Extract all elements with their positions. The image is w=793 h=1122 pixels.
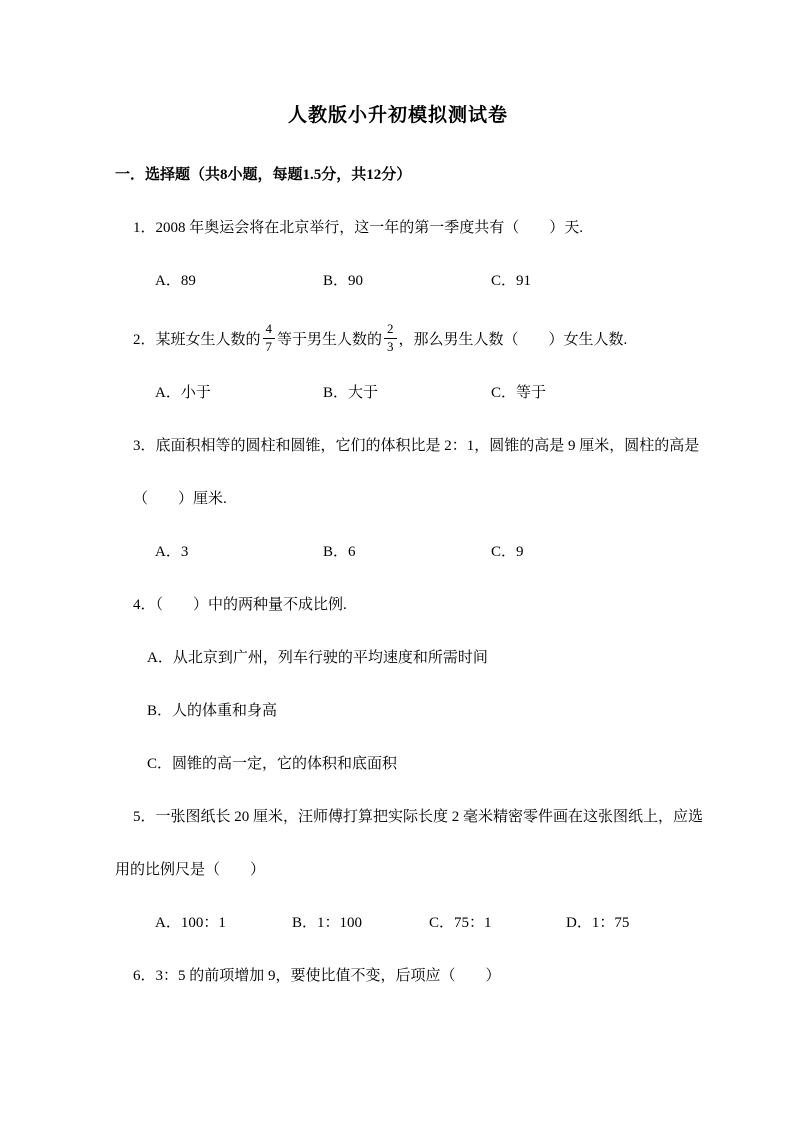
question-6-text: 6．3：5 的前项增加 9，要使比值不变，后项应（ ） bbox=[133, 967, 501, 984]
option: D．1：75 bbox=[566, 914, 630, 931]
question-2-text bbox=[115, 321, 681, 357]
option: B．90 bbox=[323, 273, 364, 289]
option: A．3 bbox=[155, 543, 189, 560]
option: A．100：1 bbox=[155, 914, 226, 931]
option: C．9 bbox=[491, 543, 524, 560]
question-3-options bbox=[115, 542, 681, 563]
option: C．75：1 bbox=[429, 914, 492, 931]
question-5-text-line2: 用的比例尺是（ ） bbox=[115, 861, 266, 878]
option: C．等于 bbox=[491, 384, 547, 401]
fraction-numerator: 4 bbox=[263, 322, 276, 339]
section-heading: 一．选择题（共8小题，每题1.5分，共12分） bbox=[115, 167, 412, 183]
question-2-post: ，那么男生人数（ ）女生人数. bbox=[398, 331, 628, 348]
question-2-mid: 等于男生人数的 bbox=[277, 331, 383, 348]
question-5-options bbox=[115, 913, 681, 934]
option: B．大于 bbox=[323, 384, 379, 401]
question-3-text-line1: 3．底面积相等的圆柱和圆锥，它们的体积比是 2：1，圆锥的高是 9 厘米，圆柱的高是 bbox=[133, 437, 700, 454]
question-1-options bbox=[115, 271, 681, 292]
question-5-text-line1: 5．一张图纸长 20 厘米，汪师傅打算把实际长度 2 毫米精密零件画在这张图纸上，应选 bbox=[133, 808, 704, 825]
option: A．小于 bbox=[155, 384, 211, 401]
question-4-option-c: C．圆锥的高一定，它的体积和底面积 bbox=[147, 755, 398, 772]
option: B．6 bbox=[323, 543, 356, 560]
fraction-4-7 bbox=[263, 322, 276, 355]
fraction-2-3 bbox=[384, 322, 397, 355]
page-title: 人教版小升初模拟测试卷 bbox=[287, 105, 508, 126]
option: A．89 bbox=[155, 273, 196, 289]
question-4-option-a: A．从北京到广州，列车行驶的平均速度和所需时间 bbox=[147, 649, 488, 666]
option: B．1：100 bbox=[292, 914, 363, 931]
fraction-denominator: 3 bbox=[387, 338, 394, 354]
question-3-text-line2: （ ）厘米. bbox=[133, 490, 227, 507]
fraction-numerator: 2 bbox=[384, 322, 397, 339]
option: C．91 bbox=[491, 273, 532, 289]
question-4-option-b: B．人的体重和身高 bbox=[147, 702, 278, 719]
question-1-text: 1．2008 年奥运会将在北京举行，这一年的第一季度共有（ ）天. bbox=[133, 220, 584, 236]
question-2-options bbox=[115, 383, 681, 404]
question-2-pre: 2．某班女生人数的 bbox=[133, 331, 261, 348]
fraction-denominator: 7 bbox=[265, 338, 273, 354]
question-4-text: 4．（ ）中的两种量不成比例. bbox=[133, 596, 347, 613]
